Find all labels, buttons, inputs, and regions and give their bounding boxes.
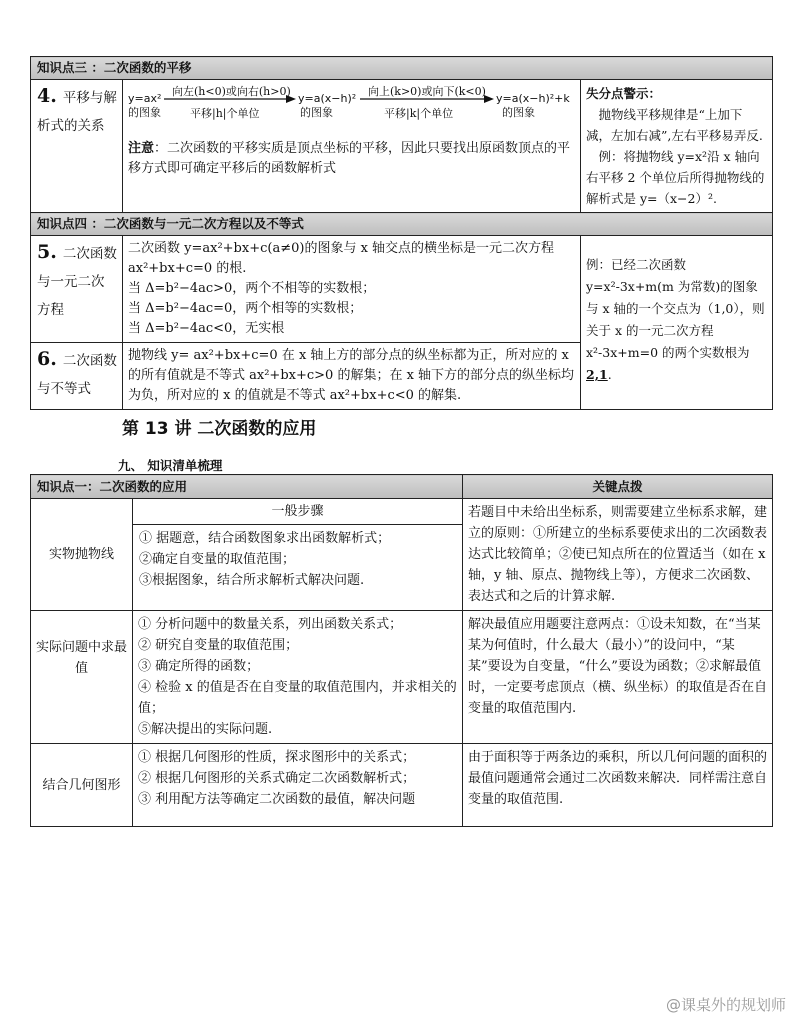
item-5-label: 二次函数与一元二次方程 <box>37 246 117 318</box>
example-end: . <box>607 367 612 382</box>
section-subtitle: 九、 知识清单梳理 <box>118 458 223 473</box>
note-text: ：二次函数的平移实质是顶点坐标的平移，因此只要找出原函数顶点的平移方式即可确定平移后的函数解析式 <box>128 141 571 176</box>
app-row-3 <box>31 744 773 827</box>
item-6-number: 6. <box>37 348 57 370</box>
kp3-header: 知识点三 ：二次函数的平移 <box>31 57 773 80</box>
step-item: ③根据图象，结合所求解析式解决问题. <box>139 573 365 588</box>
row-label: 实际问题中求最值 <box>31 611 133 744</box>
arrow-2-top-label: 向上(k>0)或向下(k<0) <box>368 85 486 98</box>
item-5-row <box>31 236 773 343</box>
row-label: 结合几何图形 <box>31 744 133 827</box>
arrow-1-top-label: 向左(h<0)或向右(h>0) <box>172 85 291 98</box>
watermark: @课桌外的规划师 <box>665 996 786 1014</box>
arrow-2-bottom-label: 平移|k|个单位 <box>384 107 454 120</box>
kp3-note <box>128 139 575 179</box>
item-6-label: 二次函数与不等式 <box>37 353 117 397</box>
knowledge-table-upper <box>30 56 772 410</box>
step-item: ③ 利用配方法等确定二次函数的最值，解决问题 <box>138 792 416 807</box>
app-header-right: 关键点拨 <box>463 475 773 499</box>
formula-y-a-x-h2-k: y=a(x−h)²+k <box>496 92 570 105</box>
step-item: ① 根据几何图形的性质，探求图形中的关系式； <box>138 750 416 765</box>
key-point: 若题目中未给出坐标系，则需要建立坐标系求解，建立的原则：①所建立的坐标系要使求出的二次函数表达式比较简单；②使已知点所在的位置适当（如在 x 轴，y 轴、原点、抛物线上等），方便求二次函数、表达式和之后的计算求解. <box>463 499 773 611</box>
item-5-line: 当 Δ=b²−4ac<0，无实根 <box>128 321 285 336</box>
formula-3-caption: 的图象 <box>502 106 535 119</box>
key-point: 解决最值应用题要注意两点：①设未知数，在“当某某为何值时，什么最大（最小）”的设问中，“某某”要设为自变量，“什么”要设为函数；②求解最值时，一定要考虑顶点（横、纵坐标）的取值是否在自变量的取值范围内. <box>463 611 773 744</box>
row-label: 实物抛物线 <box>31 499 133 611</box>
app-row-1 <box>31 499 773 611</box>
steps-header: 一般步骤 <box>133 499 462 525</box>
arrow-1-bottom-label: 平移|h|个单位 <box>190 107 260 120</box>
item-4-number: 4. <box>37 85 57 107</box>
kp3-content <box>123 80 581 213</box>
step-item: ② 研究自变量的取值范围； <box>138 638 299 653</box>
example-text: 例：已经二次函数 y=x²-3x+m(m 为常数)的图象与 x 轴的一个交点为（1,0），则关于 x 的一元二次方程 x²-3x+m=0 的两个实数根为 <box>586 257 765 360</box>
translation-flow-diagram <box>128 85 575 133</box>
step-item: ⑤解决提出的实际问题. <box>138 722 273 737</box>
warning-example: 例：将抛物线 y=x²沿 x 轴向右平移 2 个单位后所得抛物线的解析式是 y=（x−2）². <box>586 149 765 206</box>
item-5-content <box>123 236 581 343</box>
step-item: ① 分析问题中的数量关系，列出函数关系式； <box>138 617 403 632</box>
step-item: ②确定自变量的取值范围； <box>139 552 296 567</box>
step-item: ③ 确定所得的函数； <box>138 659 260 674</box>
step-item: ② 根据几何图形的关系式确定二次函数解析式； <box>138 771 416 786</box>
formula-y-a-x-h2: y=a(x−h)² <box>298 92 357 105</box>
step-item: ④ 检验 x 的值是否在自变量的取值范围内，并求相关的值； <box>138 680 457 716</box>
app-row-2 <box>31 611 773 744</box>
step-item: ① 据题意，结合函数图象求出函数解析式； <box>139 531 391 546</box>
kp4-header-row <box>31 213 773 236</box>
kp3-row <box>31 80 773 213</box>
application-table <box>30 474 772 827</box>
item-5-line: 二次函数 y=ax²+bx+c(a≠0)的图象与 x 轴交点的横坐标是一元二次方程 ax²+bx+c=0 的根. <box>128 241 555 276</box>
kp3-warning <box>581 80 773 213</box>
example-answer: 2,1 <box>586 367 608 382</box>
kp3-header-row <box>31 57 773 80</box>
warning-title: 失分点警示： <box>586 86 662 101</box>
item-5-line: 当 Δ=b²−4ac=0，两个相等的实数根； <box>128 301 363 316</box>
warning-body: 抛物线平移规律是“上加下减，左加右减”,左右平移易弄反. <box>586 107 763 143</box>
item-5-number: 5. <box>37 241 57 263</box>
note-label: 注意 <box>128 141 155 156</box>
item-4-label: 平移与解析式的关系 <box>37 90 117 134</box>
lecture-title: 第 13 讲 二次函数的应用 <box>122 419 317 439</box>
key-point: 由于面积等于两条边的乘积，所以几何问题的面积的最值问题通常会通过二次函数来解决．同样需注意自变量的取值范围. <box>463 744 773 827</box>
kp4-header: 知识点四 ：二次函数与一元二次方程以及不等式 <box>31 213 773 236</box>
item-6-content: 抛物线 y= ax²+bx+c=0 在 x 轴上方的部分点的纵坐标都为正，所对应的 x 的所有值就是不等式 ax²+bx+c>0 的解集；在 x 轴下方的部分点的纵坐标均为负，所对应的 x 的值就是不等式 ax²+bx+c<0 的解集. <box>123 343 581 410</box>
formula-1-caption: 的图象 <box>128 106 161 119</box>
kp4-example <box>581 236 773 410</box>
formula-y-ax2: y=ax² <box>128 92 162 105</box>
app-header-left: 知识点一：二次函数的应用 <box>31 475 463 499</box>
formula-2-caption: 的图象 <box>300 106 333 119</box>
app-header-row <box>31 475 773 499</box>
item-5-line: 当 Δ=b²−4ac>0，两个不相等的实数根； <box>128 281 376 296</box>
